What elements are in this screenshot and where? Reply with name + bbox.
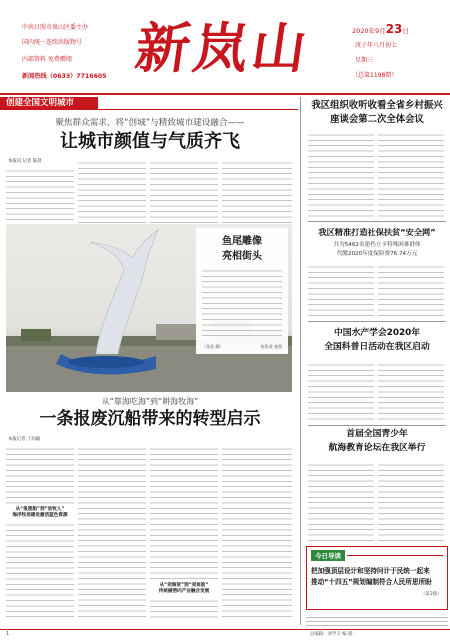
caption-body bbox=[202, 266, 282, 340]
subhead-a-line2: 海洋牧场建设激活蓝色资源 bbox=[12, 513, 68, 518]
photo-caption-box bbox=[196, 228, 288, 354]
today-guide-label: 今日导读 bbox=[311, 550, 345, 561]
issue-date bbox=[352, 22, 409, 36]
lead-headline: 让城市颜值与气质齐飞 bbox=[60, 131, 240, 152]
today-guide-text2: 推动“十四五”规划编制符合人民所思所盼 bbox=[311, 578, 432, 586]
column-divider bbox=[300, 97, 301, 625]
second-kicker: 从“靠海吃海”到“耕海牧海” bbox=[101, 397, 199, 406]
right-story1-col1 bbox=[308, 130, 374, 218]
second-headline: 一条报废沉船带来的转型启示 bbox=[39, 409, 261, 429]
second-body-col1b bbox=[6, 520, 74, 620]
date-suffix: 日 bbox=[402, 27, 409, 35]
date-day: 23 bbox=[385, 22, 403, 36]
second-body-col2 bbox=[78, 444, 146, 620]
caption-credit-1: （张星 摄） bbox=[202, 344, 224, 349]
caption-title-2: 亮相街头 bbox=[222, 251, 262, 262]
right-divider-1 bbox=[308, 221, 446, 222]
right-story2-sub2: 代缴2020年度保险费76.74万元 bbox=[336, 251, 418, 257]
caption-credit-2: 崔彩英 张照 bbox=[260, 344, 282, 349]
issue-number: （总第1198期） bbox=[352, 72, 398, 79]
cn-number: 国内统一连续出版物号 bbox=[22, 39, 83, 46]
right-story3-col1 bbox=[308, 360, 374, 422]
second-subhead-a bbox=[6, 506, 74, 518]
right-story4-headline2: 航海教育论坛在我区举行 bbox=[328, 443, 426, 453]
right-story4-col1 bbox=[308, 460, 374, 542]
right-story3-col2 bbox=[378, 360, 444, 422]
today-guide-rule bbox=[347, 555, 443, 556]
second-body-col4 bbox=[222, 444, 292, 620]
today-guide-page: （第2版） bbox=[420, 592, 442, 597]
page-number: 1 bbox=[6, 631, 10, 637]
second-subhead-b bbox=[150, 582, 218, 594]
caption-credit bbox=[202, 344, 282, 350]
second-body-col1 bbox=[6, 444, 74, 504]
newspaper-title: 新岚山 bbox=[131, 16, 315, 80]
subhead-b-line2: 传统捕捞向产业融合发展 bbox=[158, 589, 210, 594]
right-story4-col2 bbox=[378, 460, 444, 542]
date-prefix: 2020年9月 bbox=[352, 27, 386, 35]
right-story3-headline: 中国水产学会2020年 bbox=[333, 328, 421, 338]
second-byline: 本报记者 丁尚颖 bbox=[8, 437, 41, 442]
publisher-line: 中共日照市岚山区委主办 bbox=[22, 24, 89, 31]
lunar-date: 庚子年八月初七 bbox=[355, 42, 398, 49]
internal-note: 内部资料 免费赠阅 bbox=[22, 56, 72, 63]
caption-title: 鱼尾雕像 bbox=[222, 236, 262, 247]
right-story1-col2 bbox=[378, 130, 444, 218]
today-guide-text: 把加强顶层设计和坚持问计于民统一起来 bbox=[311, 567, 430, 575]
right-story2-sub: 共为5462名建档立卡特殊困难群体 bbox=[333, 242, 421, 248]
lead-photo bbox=[6, 224, 292, 392]
subhead-b-line1: 从“卖海货”到“卖体验” bbox=[159, 583, 209, 588]
subhead-a-line1: 从“报废船”到“放牧人” bbox=[15, 507, 65, 512]
right-divider-2 bbox=[308, 321, 446, 322]
right-story1-headline: 我区组织收听收看全省乡村振兴座谈会第二次全体会议 bbox=[311, 100, 443, 125]
lead-byline: 本报讯 记者 陈晨 bbox=[8, 159, 42, 164]
right-story4-headline: 首届全国青少年 bbox=[346, 429, 408, 439]
right-story2-headline: 我区精准打造社保扶贫“安全网” bbox=[318, 227, 436, 237]
second-body-col3 bbox=[150, 444, 218, 580]
masthead bbox=[0, 0, 450, 94]
today-guide-box bbox=[306, 546, 448, 610]
footer-rule bbox=[0, 629, 450, 630]
right-story3-headline2: 全国科普日活动在我区启动 bbox=[324, 342, 430, 352]
weekday: 星期三 bbox=[355, 57, 374, 64]
second-body-col3b bbox=[150, 596, 218, 620]
masthead-rule bbox=[0, 93, 450, 95]
section-rule bbox=[98, 109, 298, 110]
hotline: 新闻热线（0633）7716605 bbox=[22, 73, 107, 80]
section-label: 创建全国文明城市 bbox=[0, 97, 98, 110]
bottom-info-block bbox=[306, 614, 448, 628]
footer-text: 总编辑：刘学义 编 版： bbox=[310, 632, 357, 637]
right-story2-col2 bbox=[378, 262, 444, 318]
lead-kicker: 聚焦群众需求，将“创城”与精致城市建设融合—— bbox=[55, 118, 245, 128]
right-divider-3 bbox=[308, 425, 446, 426]
right-story2-col1 bbox=[308, 262, 374, 318]
